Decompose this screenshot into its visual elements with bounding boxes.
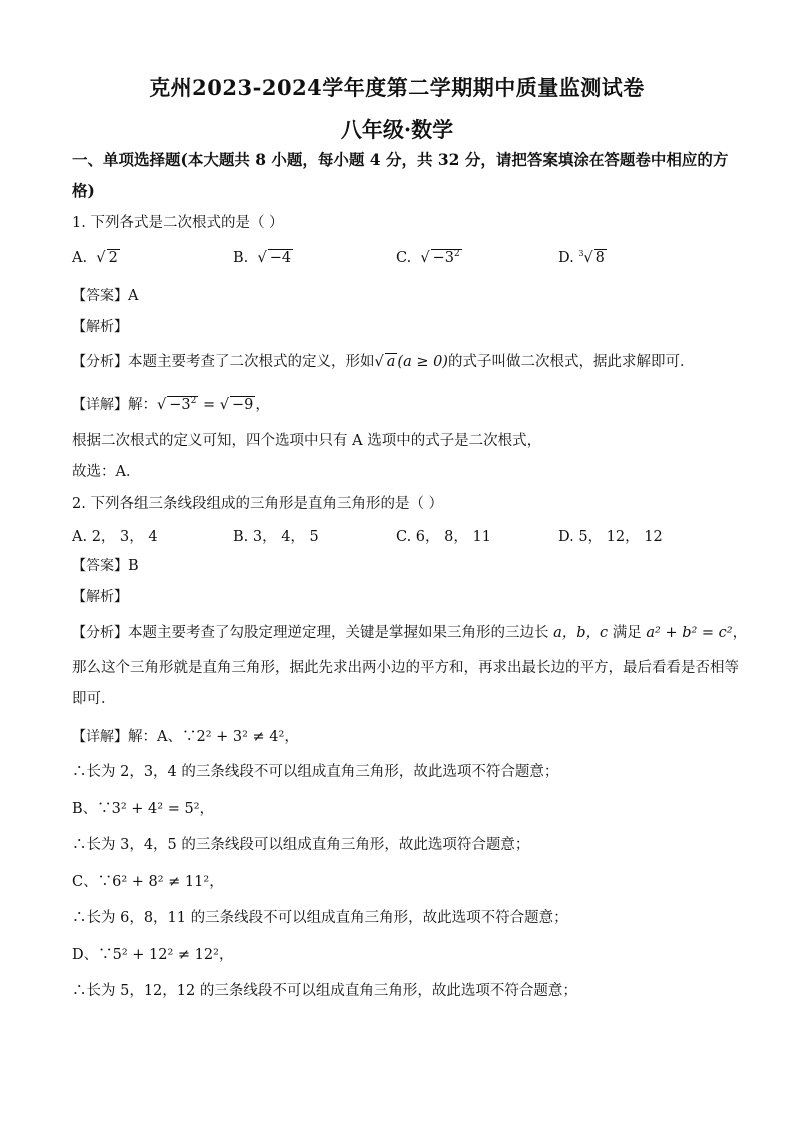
- q2-option-c: C. 6， 8， 11: [396, 529, 491, 545]
- q2-option-b: B. 3， 4， 5: [233, 529, 319, 545]
- q1-option-d: [558, 249, 607, 266]
- q1-analysis-label: 【解析】: [72, 319, 128, 335]
- question-2-stem: 2. 下列各组三条线段组成的三角形是直角三角形的是（ ）: [72, 496, 444, 512]
- q2-conclusion-a: ∴长为 2，3，4 的三条线段不可以组成直角三角形，故此选项不符合题意；: [72, 764, 559, 780]
- q1-answer: 【答案】A: [72, 288, 139, 304]
- q1-reason: 根据二次根式的定义可知，四个选项中只有 A 选项中的式子是二次根式，: [72, 433, 542, 449]
- option-letter: D.: [558, 250, 574, 266]
- root-index: 3: [578, 249, 584, 259]
- radicand: −4: [269, 250, 292, 266]
- q2-fenxi: 【分析】本题主要考查了勾股定理逆定理，关键是掌握如果三角形的三边长 a，b，c 满足 a² + b² = c²，: [72, 625, 748, 641]
- q2-detail-d: D、∵5² + 12² ≠ 12²，: [72, 947, 234, 963]
- q2-option-a: A. 2， 3， 4: [72, 529, 158, 545]
- section-heading-cont: 格): [72, 181, 95, 200]
- page-title: 克州2023-2024学年度第二学期期中质量监测试卷: [149, 75, 645, 100]
- q2-conclusion-c: ∴长为 6，8，11 的三条线段不可以组成直角三角形，故此选项不符合题意；: [72, 910, 568, 926]
- q2-detail-b: B、∵3² + 4² = 5²，: [72, 801, 215, 817]
- radical-sign-icon: √: [91, 250, 106, 266]
- q1-choice: 故选：A．: [72, 464, 141, 480]
- radical-sign-icon: √: [252, 250, 267, 266]
- q2-fenxi-end: 即可．: [72, 691, 116, 707]
- q2-detail-a: 【详解】解：A、∵2² + 3² ≠ 4²，: [72, 729, 299, 745]
- q1-detail: 【详解】解：√ $-3^2$ = √ −9 ，: [72, 396, 270, 413]
- section-heading: 一、单项选择题(本大题共 8 小题，每小题 4 分，共 32 分，请把答案填涂在答题卷中相应的方: [72, 150, 729, 169]
- option-letter: A.: [72, 250, 88, 266]
- q2-analysis-label: 【解析】: [72, 589, 128, 605]
- q2-fenxi-cont: 那么这个三角形就是直角三角形，据此先求出两小边的平方和，再求出最长边的平方，最后看看是否相等: [72, 660, 739, 676]
- q2-option-d: D. 5， 12， 12: [558, 529, 663, 545]
- q1-option-b: [233, 249, 293, 266]
- radical-sign-icon: √: [583, 250, 593, 266]
- radicand: $-3^2$: [432, 249, 460, 266]
- q2-conclusion-d: ∴长为 5，12，12 的三条线段不可以组成直角三角形，故此选项不符合题意；: [72, 983, 577, 999]
- q2-answer: 【答案】B: [72, 558, 139, 574]
- q2-detail-c: C、∵6² + 8² ≠ 11²，: [72, 874, 224, 890]
- page-subtitle: 八年级·数学: [340, 117, 454, 142]
- question-1-stem: 1. 下列各式是二次根式的是（ ）: [72, 215, 284, 231]
- radical-sign-icon: √: [415, 250, 430, 266]
- option-letter: B.: [233, 250, 249, 266]
- q2-conclusion-b: ∴长为 3，4，5 的三条线段可以组成直角三角形，故此选项符合题意；: [72, 837, 530, 853]
- radicand: 8: [595, 250, 605, 266]
- option-letter: C.: [396, 250, 412, 266]
- q1-option-c: [396, 249, 462, 266]
- q1-fenxi: 【分析】本题主要考查了二次根式的定义，形如√ a (a ≥ 0)的式子叫做二次根式，据此求解即可．: [72, 354, 695, 370]
- radicand: 2: [108, 250, 118, 266]
- q1-option-a: [72, 249, 120, 266]
